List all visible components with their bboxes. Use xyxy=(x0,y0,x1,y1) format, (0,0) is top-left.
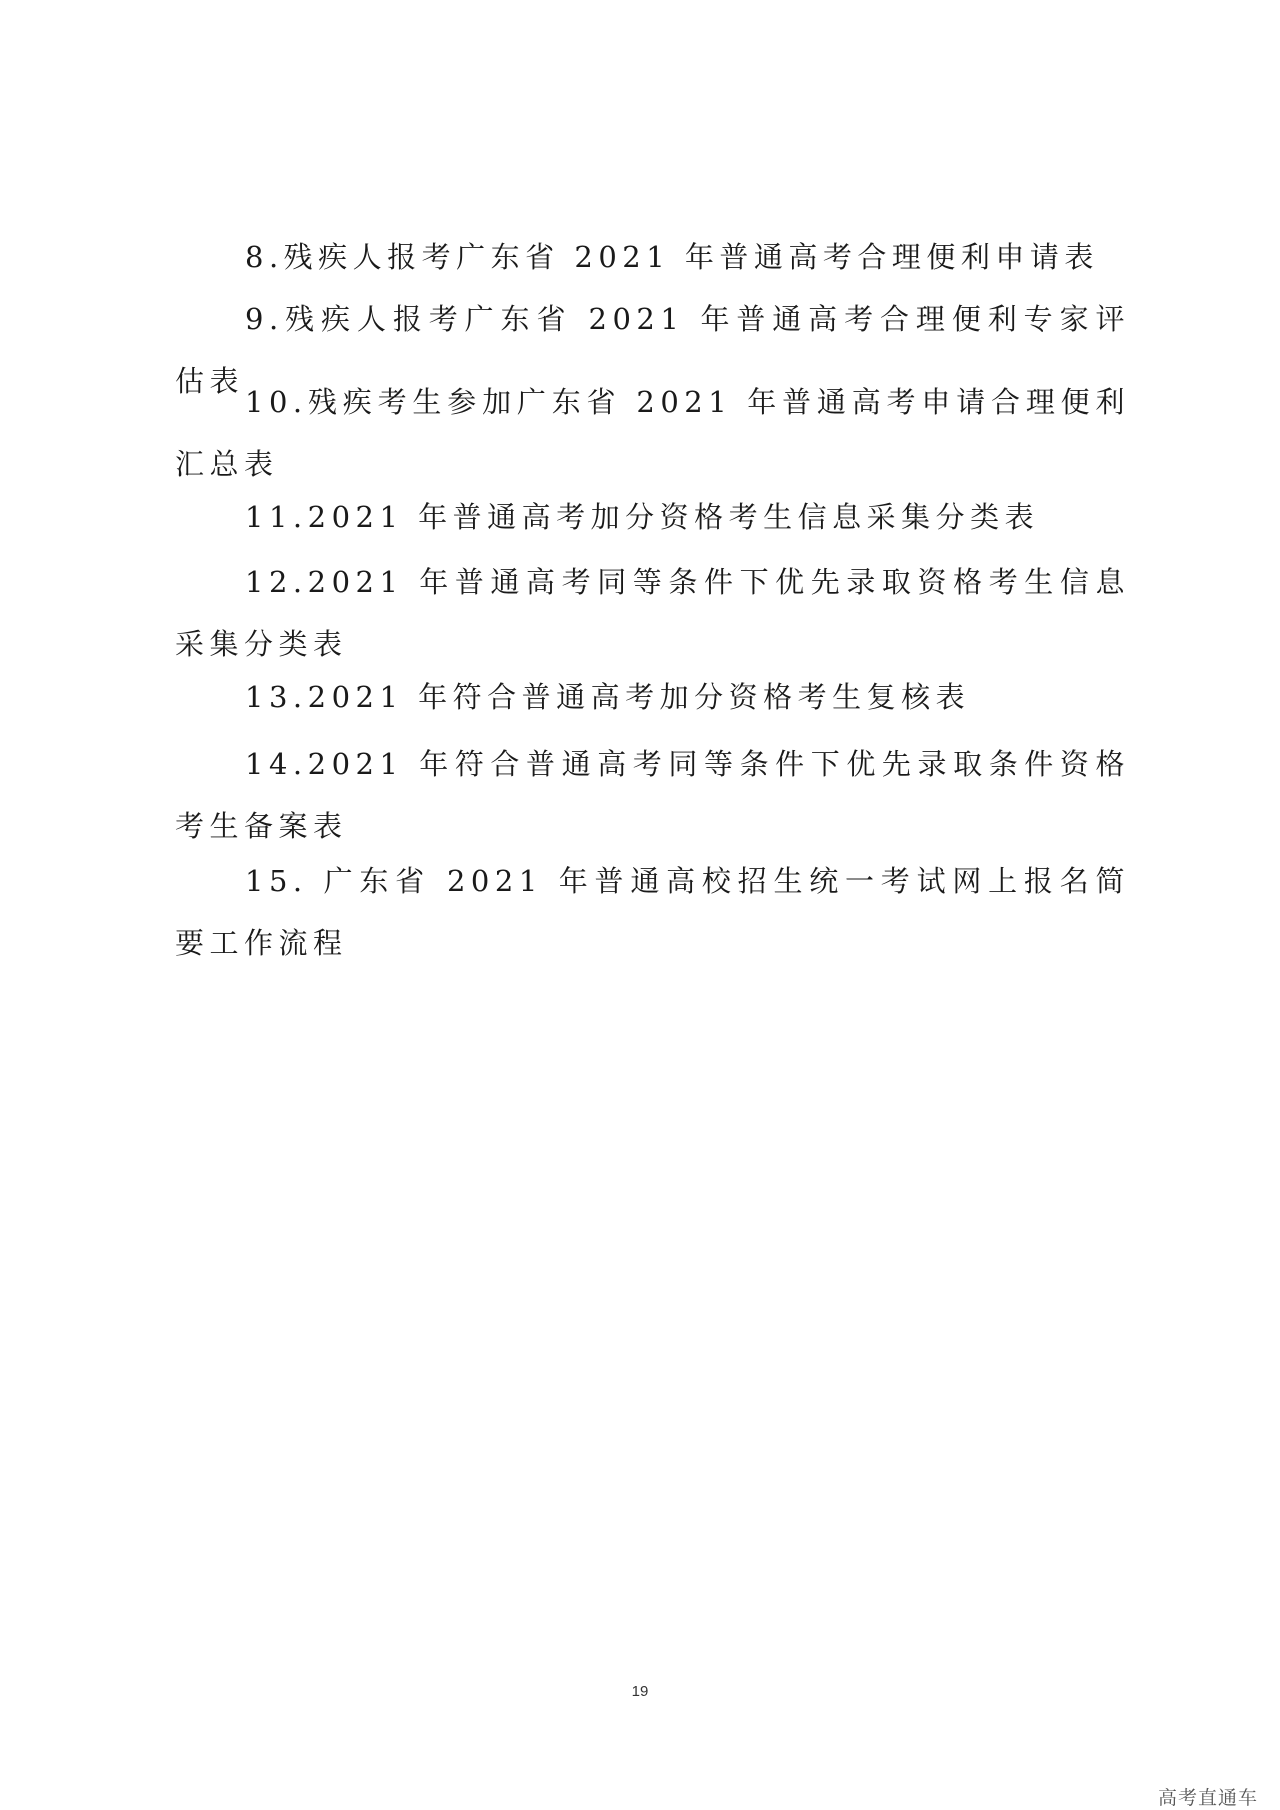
list-item: 8.残疾人报考广东省 2021 年普通高考合理便利申请表 xyxy=(245,240,1099,274)
list-item: 10.残疾考生参加广东省 2021 年普通高考申请合理便利汇总表 xyxy=(175,385,1130,481)
list-item: 9.残疾人报考广东省 2021 年普通高考合理便利专家评估表 xyxy=(175,302,1130,398)
list-item: 13.2021 年符合普通高考加分资格考生复核表 xyxy=(245,680,971,714)
watermark: 高考直通车 xyxy=(1157,1787,1258,1809)
list-item: 15. 广东省 2021 年普通高校招生统一考试网上报名简要工作流程 xyxy=(175,864,1130,960)
list-item: 12.2021 年普通高考同等条件下优先录取资格考生信息采集分类表 xyxy=(175,565,1130,661)
page-number: 19 xyxy=(631,1683,649,1700)
list-item: 14.2021 年符合普通高考同等条件下优先录取条件资格考生备案表 xyxy=(175,747,1130,843)
list-item: 11.2021 年普通高考加分资格考生信息采集分类表 xyxy=(245,500,1040,534)
